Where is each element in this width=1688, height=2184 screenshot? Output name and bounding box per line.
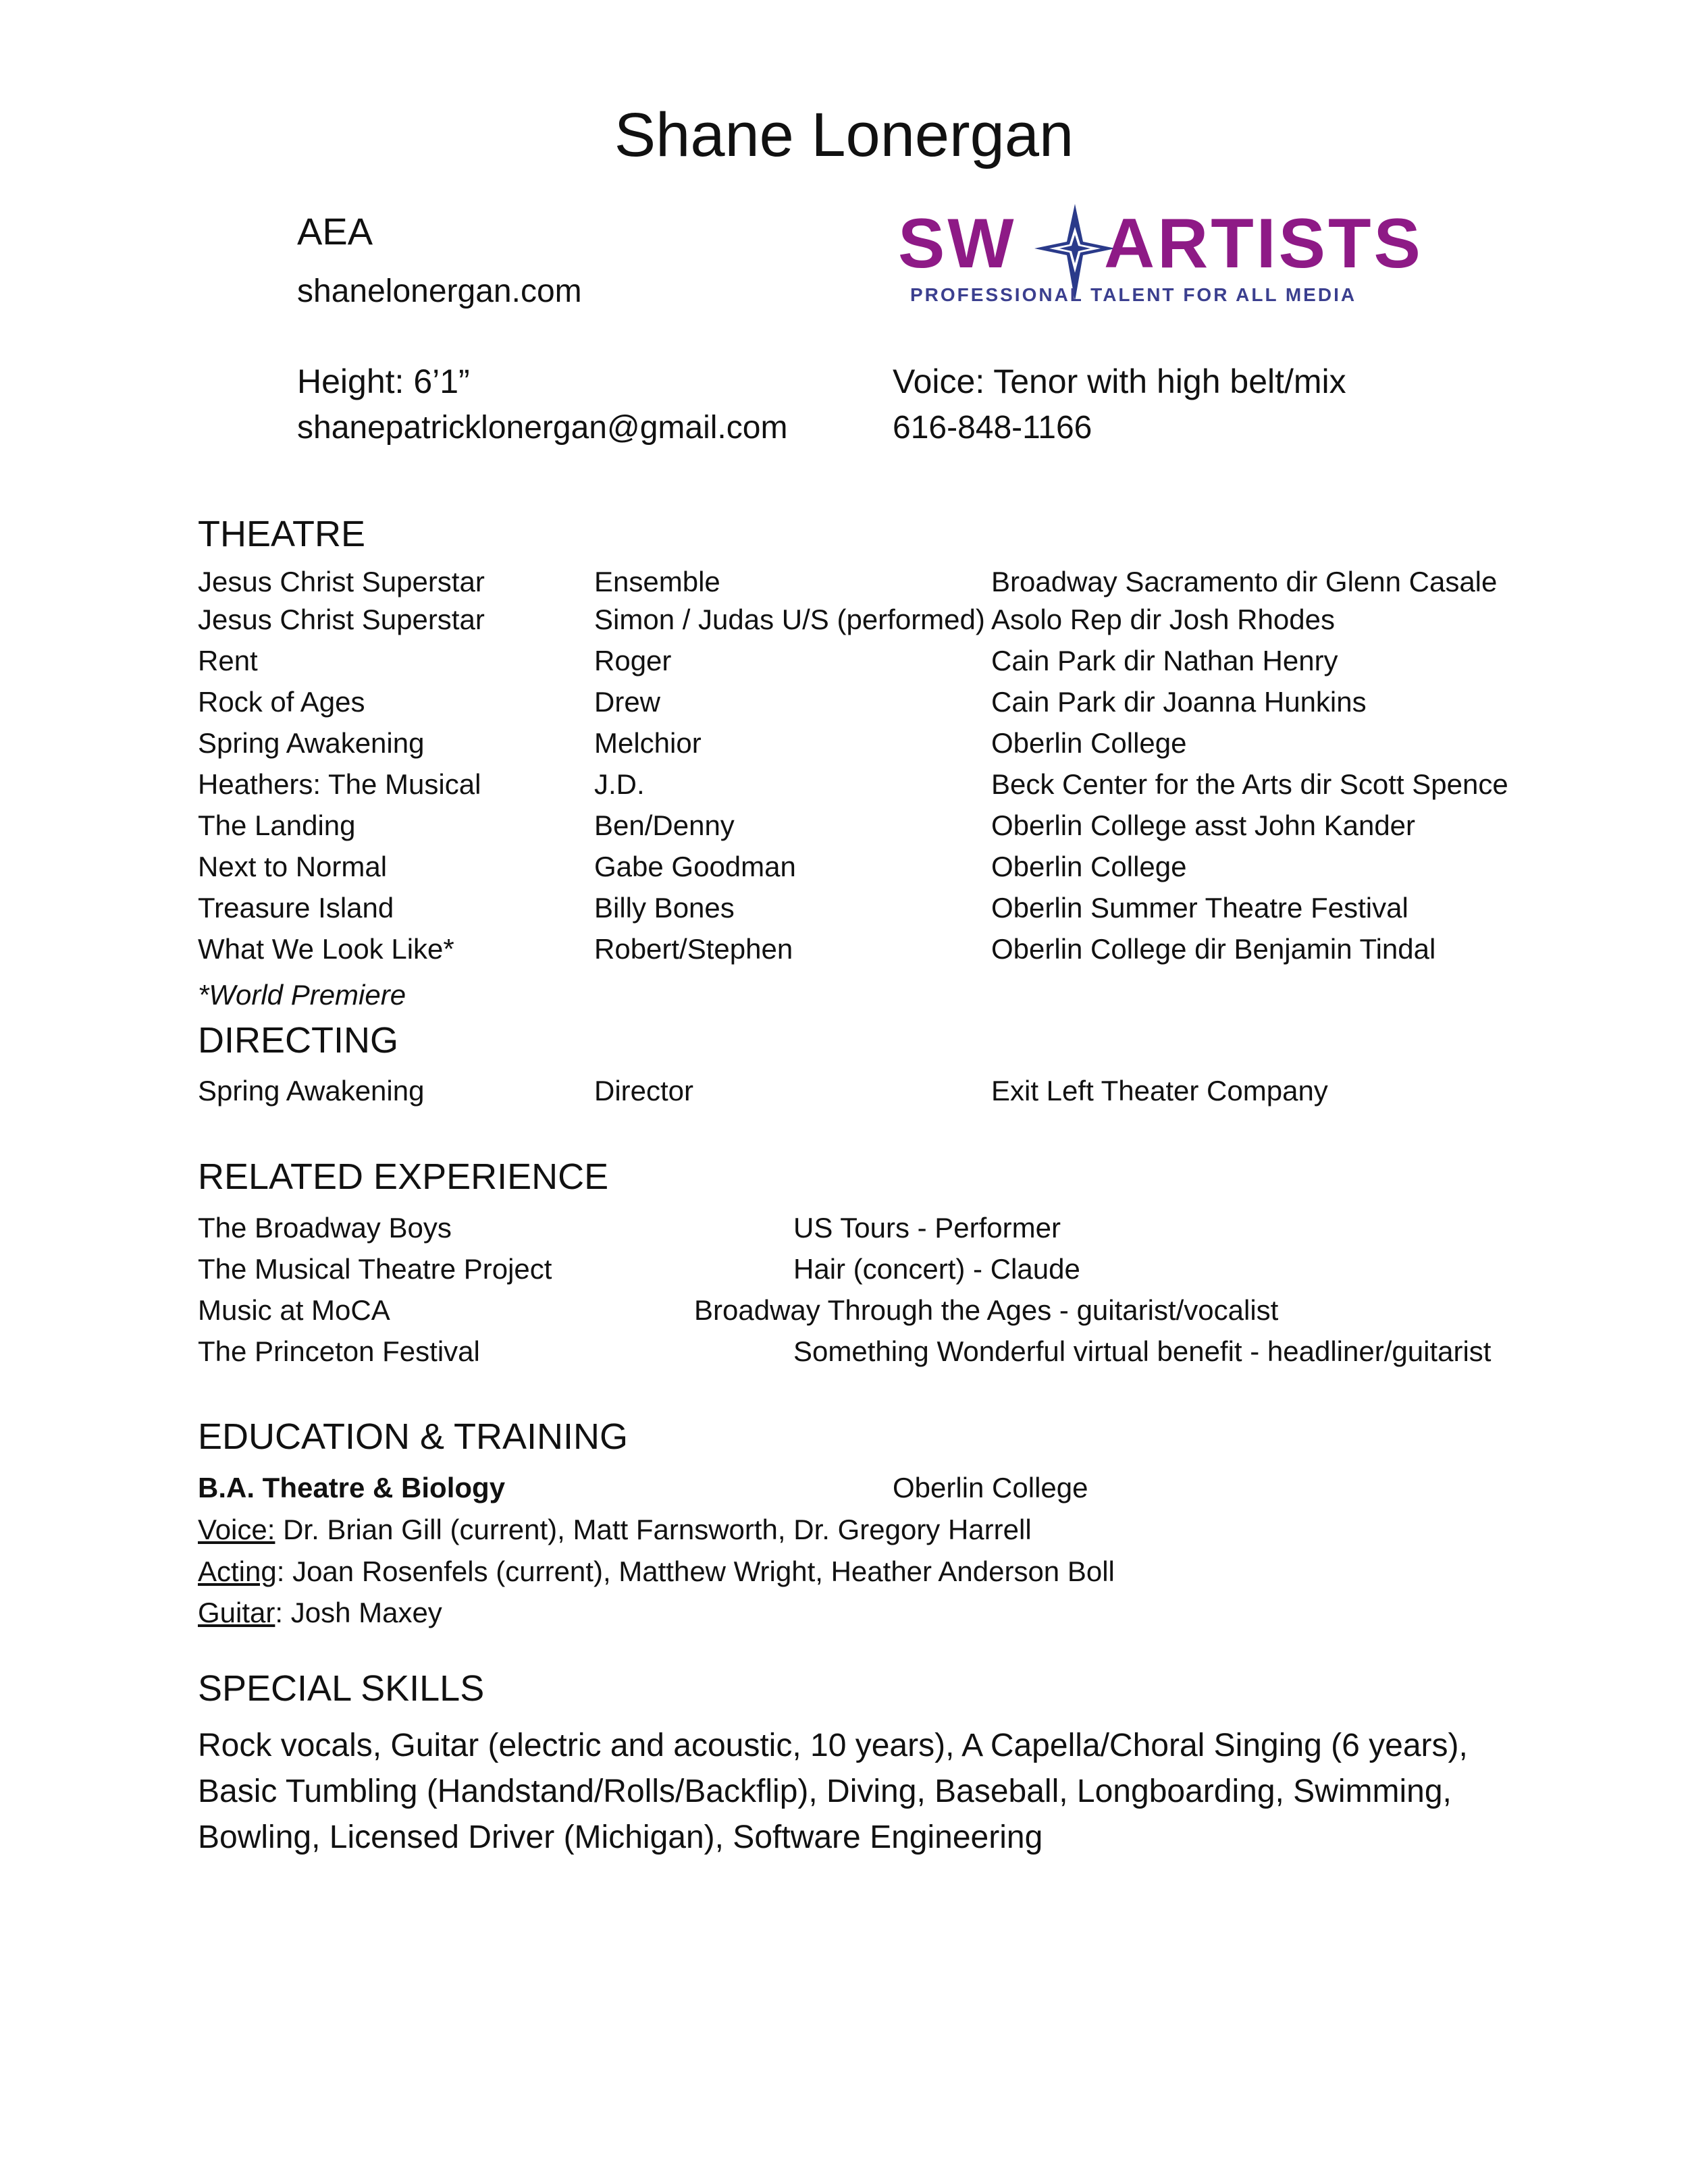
company: Oberlin College asst John Kander <box>991 809 1416 841</box>
show-title: Next to Normal <box>198 851 388 882</box>
show-title: Spring Awakening <box>198 727 425 759</box>
table-row <box>0 645 1688 685</box>
show-title: The Landing <box>198 809 356 841</box>
training-guitar <box>198 1597 442 1629</box>
company: Cain Park dir Nathan Henry <box>991 645 1338 676</box>
role: Simon / Judas U/S (performed) <box>594 604 985 635</box>
email[interactable]: shanepatricklonergan@gmail.com <box>297 410 788 446</box>
table-row <box>0 892 1688 932</box>
show-title: Rock of Ages <box>198 686 365 718</box>
company: Asolo Rep dir Josh Rhodes <box>991 604 1335 635</box>
training-voice <box>198 1514 1032 1546</box>
show-title: What We Look Like* <box>198 933 454 965</box>
company: Broadway Sacramento dir Glenn Casale <box>991 566 1498 597</box>
table-row <box>0 727 1688 768</box>
phone: 616-848-1166 <box>893 410 1092 446</box>
resume-name: Shane Lonergan <box>614 101 1074 169</box>
company: Oberlin College <box>991 727 1187 759</box>
school: Oberlin College <box>893 1472 1088 1503</box>
table-row <box>0 1075 1688 1115</box>
role: Drew <box>594 686 661 718</box>
company: Oberlin College <box>991 851 1187 882</box>
show-title: Treasure Island <box>198 892 394 924</box>
show-title: Jesus Christ Superstar <box>198 566 485 597</box>
section-heading-directing: DIRECTING <box>198 1020 398 1061</box>
section-heading-education: EDUCATION & TRAINING <box>198 1416 629 1457</box>
company: Beck Center for the Arts dir Scott Spence <box>991 768 1508 800</box>
training-text: Dr. Brian Gill (current), Matt Farnsworth, Dr. Gregory Harrell <box>275 1514 1032 1545</box>
training-label: Guitar <box>198 1597 275 1628</box>
table-row <box>0 768 1688 809</box>
section-heading-special-skills: SPECIAL SKILLS <box>198 1668 485 1709</box>
table-row <box>0 809 1688 850</box>
training-label: Voice: <box>198 1514 275 1545</box>
organization: The Princeton Festival <box>198 1335 480 1367</box>
height: Height: 6’1” <box>297 363 470 400</box>
logo-tagline: PROFESSIONAL TALENT FOR ALL MEDIA <box>910 284 1357 305</box>
company: Oberlin Summer Theatre Festival <box>991 892 1408 924</box>
training-label: Acting <box>198 1555 277 1587</box>
role: Melchior <box>594 727 702 759</box>
organization: The Broadway Boys <box>198 1212 452 1244</box>
show-title: Jesus Christ Superstar <box>198 604 485 635</box>
training-text: : Josh Maxey <box>275 1597 442 1628</box>
table-row <box>0 1335 1688 1376</box>
union-affiliation: AEA <box>297 210 373 252</box>
description: Hair (concert) - Claude <box>793 1253 1080 1285</box>
show-title: Rent <box>198 645 258 676</box>
logo-text-left: SW <box>898 205 1017 283</box>
role: J.D. <box>594 768 645 800</box>
degree: B.A. Theatre & Biology <box>198 1472 506 1503</box>
section-heading-theatre: THEATRE <box>198 514 366 554</box>
table-row <box>0 1212 1688 1252</box>
role: Robert/Stephen <box>594 933 793 965</box>
company: Cain Park dir Joanna Hunkins <box>991 686 1367 718</box>
show-title: Spring Awakening <box>198 1075 425 1107</box>
show-title: Heathers: The Musical <box>198 768 481 800</box>
table-row <box>0 1253 1688 1294</box>
voice-type: Voice: Tenor with high belt/mix <box>893 363 1346 400</box>
training-acting <box>198 1555 1115 1588</box>
logo-text-right: ARTISTS <box>1104 205 1423 283</box>
organization: The Musical Theatre Project <box>198 1253 552 1285</box>
website[interactable]: shanelonergan.com <box>297 273 582 309</box>
section-heading-related-experience: RELATED EXPERIENCE <box>198 1156 609 1197</box>
role: Gabe Goodman <box>594 851 796 882</box>
table-row <box>0 933 1688 974</box>
company: Exit Left Theater Company <box>991 1075 1328 1107</box>
table-row <box>0 686 1688 726</box>
training-text: : Joan Rosenfels (current), Matthew Wright, Heather Anderson Boll <box>276 1555 1115 1587</box>
table-row <box>0 604 1688 644</box>
description: Broadway Through the Ages - guitarist/vocalist <box>694 1294 1279 1326</box>
table-row <box>0 1294 1688 1335</box>
table-row <box>0 851 1688 891</box>
sw-artists-logo <box>898 200 1438 315</box>
description: US Tours - Performer <box>793 1212 1061 1244</box>
description: Something Wonderful virtual benefit - headliner/guitarist <box>793 1335 1492 1367</box>
table-row <box>0 566 1688 606</box>
role: Director <box>594 1075 694 1107</box>
world-premiere-note: *World Premiere <box>198 979 406 1011</box>
role: Ensemble <box>594 566 720 597</box>
company: Oberlin College dir Benjamin Tindal <box>991 933 1436 965</box>
organization: Music at MoCA <box>198 1294 390 1326</box>
special-skills-text: Rock vocals, Guitar (electric and acoustic, 10 years), A Capella/Choral Singing (6 years), Basic Tumbling (Handstand/Rolls/Backflip), Diving, Baseball, Longboarding, Swimming, Bowling, Licensed Driver (Michigan), Software Engineering <box>198 1728 1468 1855</box>
role: Ben/Denny <box>594 809 735 841</box>
role: Billy Bones <box>594 892 735 924</box>
role: Roger <box>594 645 672 676</box>
